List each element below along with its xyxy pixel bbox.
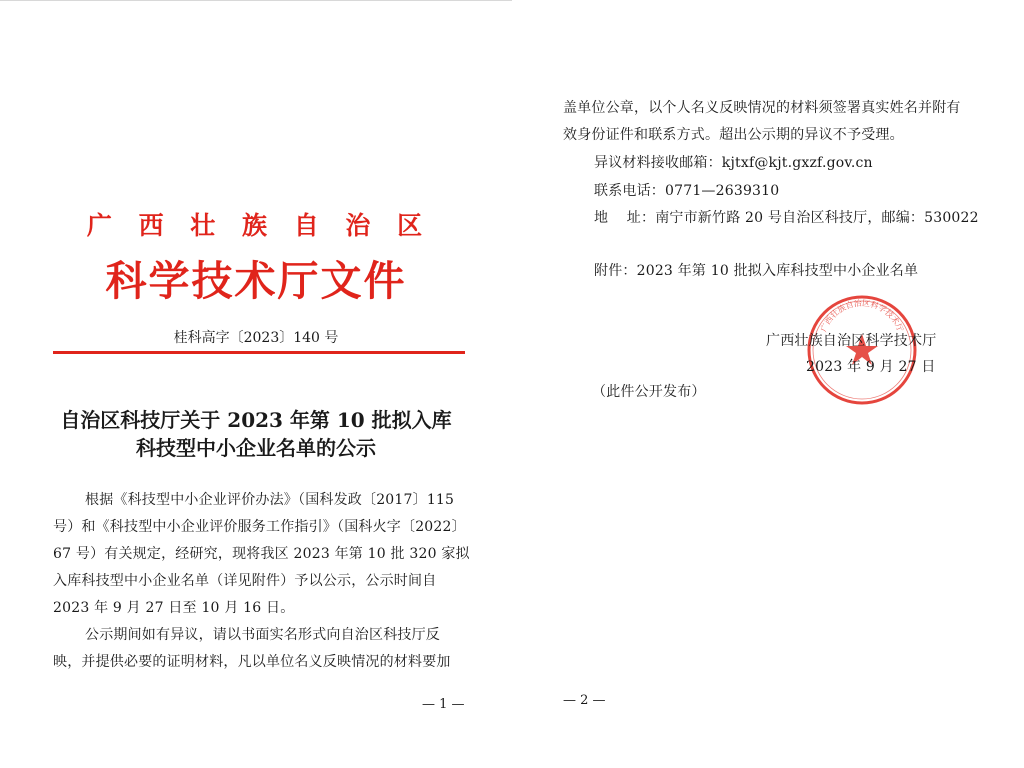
address-line: 地 址：南宁市新竹路 20 号自治区科技厅，邮编：530022 — [594, 210, 979, 226]
seal-text: 广西壮族自治区科学技术厅 — [819, 298, 905, 334]
body-line: 效身份证件和联系方式。超出公示期的异议不予受理。 — [563, 127, 904, 143]
page-number: — 1 — — [422, 697, 465, 712]
phone-line: 联系电话：0771—2639310 — [594, 183, 780, 199]
document-title-line-1: 自治区科技厅关于 2023 年第 10 批拟入库 — [60, 408, 452, 432]
red-separator — [53, 351, 465, 354]
attachment-line: 附件：2023 年第 10 批拟入库科技型中小企业名单 — [594, 263, 919, 279]
document-title-line-2: 科技型中小企业名单的公示 — [136, 436, 376, 460]
body-line: 入库科技型中小企业名单（详见附件）予以公示，公示时间自 — [53, 573, 437, 589]
publish-note: （此件公开发布） — [592, 384, 706, 400]
body-line: 2023 年 9 月 27 日至 10 月 16 日。 — [53, 600, 295, 616]
document-date: 2023 年 9 月 27 日 — [806, 359, 936, 375]
signature: 广西壮族自治区科学技术厅 — [766, 333, 937, 349]
body-line: 映，并提供必要的证明材料，凡以单位名义反映情况的材料要加 — [53, 654, 451, 670]
issuer-name: 广 西 壮 族 自 治 区 — [86, 211, 432, 240]
body-line: 67 号）有关规定，经研究，现将我区 2023 年第 10 批 320 家拟 — [53, 546, 470, 562]
body-line: 公示期间如有异议，请以书面实名形式向自治区科技厅反 — [85, 627, 440, 643]
page-number: — 2 — — [563, 693, 606, 708]
document-header: 科学技术厅文件 — [105, 257, 407, 305]
email-line: 异议材料接收邮箱：kjtxf@kjt.gxzf.gov.cn — [594, 155, 873, 171]
body-line: 号）和《科技型中小企业评价服务工作指引》（国科火字〔2022〕 — [53, 519, 466, 535]
svg-text:广西壮族自治区科学技术厅 — [818, 298, 905, 334]
body-line: 根据《科技型中小企业评价办法》（国科发政〔2017〕115 — [85, 492, 455, 508]
official-seal — [806, 294, 918, 406]
body-line: 盖单位公章，以个人名义反映情况的材料须签署真实姓名并附有 — [563, 100, 961, 116]
document-number: 桂科高字〔2023〕140 号 — [173, 330, 339, 346]
